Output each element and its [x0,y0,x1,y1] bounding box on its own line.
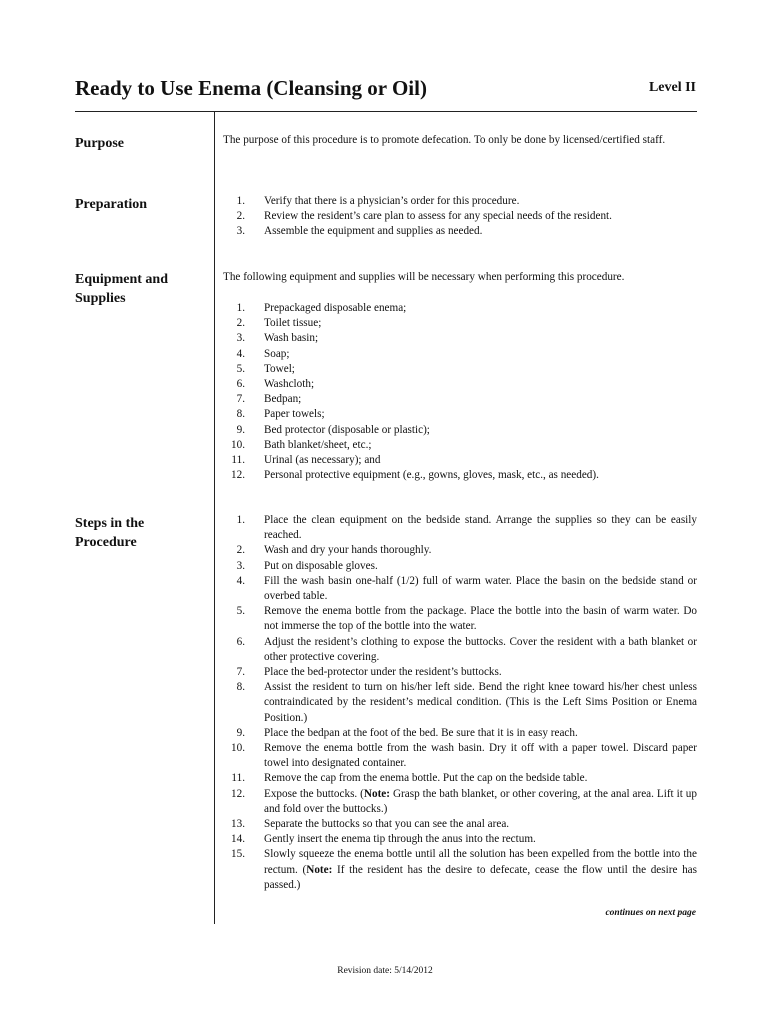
equipment-list [223,301,697,483]
list-item [223,453,697,468]
list-item [223,574,697,604]
item-text-after: Grasp the bath blanket, or other covering, at the anal area. Lift it up and fold over the buttocks.) [264,787,697,815]
level-label: Level II [648,80,696,95]
preparation-label: Preparation [75,197,148,212]
item-number: 2. [236,317,245,330]
note-label: Note: [306,863,333,876]
list-item [223,817,697,832]
item-text: Assist the resident to turn on his/her left side. Bend the right knee toward his/her chest unless contraindicated by the resident’s medical condition. (This is the Left Sims Position or Enema Position.) [264,681,697,724]
list-item [223,407,697,422]
item-number: 8. [236,408,245,421]
item-text: Remove the enema bottle from the wash basin. Dry it off with a paper towel. Discard paper towel into designated container. [264,742,697,770]
list-item [223,377,697,392]
steps-label [75,514,144,552]
item-number: 9. [236,726,245,739]
list-item [223,224,697,239]
list-item [223,832,697,847]
item-number: 7. [236,393,245,406]
item-text: Soap; [264,347,290,360]
item-text: Washcloth; [264,378,315,391]
item-number: 3. [236,332,245,345]
item-text: Prepackaged disposable enema; [264,302,407,314]
item-text [264,847,697,893]
steps-list [223,513,697,893]
item-text: Bed protector (disposable or plastic); [264,423,430,436]
item-number: 7. [236,666,245,679]
item-number: 12. [231,787,245,800]
list-item [223,423,697,438]
item-text: Urinal (as necessary); and [264,454,381,467]
item-text: Remove the cap from the enema bottle. Put the cap on the bedside table. [264,772,588,785]
list-item [223,438,697,453]
item-number: 1. [236,514,245,526]
list-item [223,847,697,893]
item-number: 2. [236,210,245,223]
item-number: 3. [236,225,245,238]
item-text: Place the clean equipment on the bedside stand. Arrange the supplies so they can be easily reached. [264,514,697,542]
list-item [223,513,697,543]
revision-date: Revision date: 5/14/2012 [337,966,433,976]
header-divider [75,111,697,112]
list-item [223,726,697,741]
item-text: Wash and dry your hands thoroughly. [264,544,432,557]
list-item [223,331,697,346]
list-item [223,301,697,316]
item-number: 8. [236,681,245,694]
item-text: Place the bedpan at the foot of the bed. Be sure that it is in easy reach. [264,726,578,739]
list-item [223,771,697,786]
list-item [223,741,697,771]
list-item [223,209,697,224]
list-item [223,787,697,817]
list-item [223,362,697,377]
list-item [223,665,697,680]
continues-note: continues on next page [605,908,696,918]
item-text-before: Expose the buttocks. ( [264,787,364,800]
equipment-label-line2: Supplies [75,291,126,306]
item-text: Personal protective equipment (e.g., gowns, gloves, mask, etc., as needed). [264,469,599,482]
item-number: 10. [231,742,245,755]
list-item [223,543,697,558]
item-text: Paper towels; [264,408,325,421]
item-number: 13. [231,818,245,831]
item-number: 10. [231,438,245,451]
item-text: Bath blanket/sheet, etc.; [264,438,372,451]
preparation-list [223,194,697,240]
item-number: 9. [236,423,245,436]
item-number: 6. [236,378,245,391]
note-label: Note: [363,787,390,800]
item-text: Verify that there is a physician’s order for this procedure. [264,195,520,207]
item-number: 14. [231,833,245,846]
item-number: 5. [236,362,245,375]
list-item [223,635,697,665]
item-text-before: Slowly squeeze the enema bottle until all the solution has been expelled from the bottle into the rectum. ( [264,848,697,876]
item-text: Toilet tissue; [264,317,322,330]
purpose-text: The purpose of this procedure is to promote defecation. To only be done by licensed/certified staff. [223,134,666,146]
item-text: Remove the enema bottle from the package. Place the bottle into the basin of warm water. Do not immerse the top of the bottle into the water. [264,605,697,633]
purpose-label: Purpose [75,136,124,151]
item-text: Put on disposable gloves. [264,559,378,572]
item-number: 12. [231,469,245,482]
item-text: Separate the buttocks so that you can see the anal area. [264,818,510,831]
item-number: 2. [236,544,245,557]
item-number: 1. [236,302,245,314]
list-item [223,392,697,407]
equipment-label-line1: Equipment and [75,272,168,287]
item-text: Place the bed-protector under the resident’s buttocks. [264,666,502,679]
item-text [264,787,697,817]
item-number: 4. [236,347,245,360]
item-number: 15. [231,848,245,861]
list-item [223,347,697,362]
item-number: 3. [236,559,245,572]
list-item [223,468,697,483]
item-text: Gently insert the enema tip through the anus into the rectum. [264,833,536,846]
item-text-after: If the resident has the desire to defecate, cease the flow until the desire has passed.) [264,863,697,891]
item-number: 11. [231,772,245,785]
list-item [223,680,697,726]
section-divider [214,112,215,924]
item-text: Assemble the equipment and supplies as needed. [264,225,483,238]
item-text: Bedpan; [264,393,302,406]
item-number: 1. [236,195,245,207]
list-item [223,559,697,574]
item-number: 4. [236,574,245,587]
item-number: 5. [236,605,245,618]
list-item [223,316,697,331]
equipment-intro: The following equipment and supplies will be necessary when performing this procedure. [223,271,625,283]
item-number: 6. [236,635,245,648]
item-text: Fill the wash basin one-half (1/2) full of warm water. Place the basin on the bedside stand or overbed table. [264,574,697,603]
item-text: Towel; [264,362,295,375]
item-number: 11. [231,454,245,467]
item-text: Wash basin; [264,332,319,345]
page-title: Ready to Use Enema (Cleansing or Oil) [75,76,427,100]
item-text: Review the resident’s care plan to assess for any special needs of the resident. [264,210,612,223]
list-item [223,194,697,209]
list-item [223,604,697,634]
steps-label-line1: Steps in the [75,516,145,531]
steps-label-line2: Procedure [75,535,137,550]
item-text: Adjust the resident’s clothing to expose the buttocks. Cover the resident with a bath blanket or other protective covering. [264,635,697,663]
equipment-label [75,270,168,308]
